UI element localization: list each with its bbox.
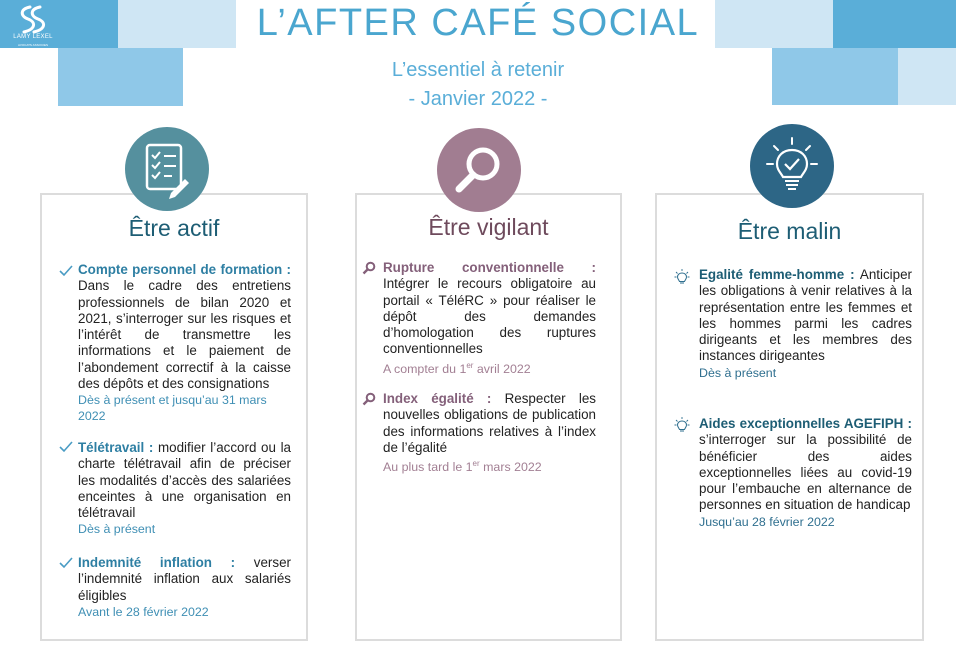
item-date: Avant le 28 février 2022	[78, 604, 209, 619]
subtitle-date: - Janvier 2022 -	[408, 88, 548, 110]
lightbulb-bullet-icon	[674, 268, 690, 286]
list-item	[699, 267, 912, 381]
list-item	[383, 260, 596, 377]
item-title: Egalité femme-homme :	[699, 267, 855, 282]
header-deco-block	[898, 48, 956, 105]
item-date: A compter du 1er avril 2022	[383, 360, 531, 376]
item-date: Au plus tard le 1er mars 2022	[383, 459, 542, 475]
magnifier-bullet-icon	[362, 261, 376, 275]
list-item	[78, 440, 291, 537]
item-title: Aides exceptionnelles AGEFIPH :	[699, 416, 912, 431]
logo-name: LAMY LEXEL	[13, 34, 53, 40]
header-deco-block	[833, 0, 956, 48]
header-deco-block	[58, 48, 183, 106]
header-deco-block	[715, 0, 833, 48]
item-title: Rupture conventionnelle :	[383, 260, 596, 275]
checkmark-icon	[58, 265, 74, 277]
item-date: Dès à présent	[699, 365, 777, 380]
item-text: Anticiper les obligations à venir relatives à la représentation entre les femmes et les hommes parmi les cadres dirigeants et les membres des instances dirigeantes	[699, 267, 912, 364]
magnifier-icon	[437, 128, 521, 212]
item-text: Dans le cadre des entretiens professionnels de bilan 2020 et 2021, s’interroger sur les risques et l’intérêt de transmettre les informations et le paiement de l’abondement correctif à la caisse des dépôts et des consignations	[78, 278, 291, 392]
lightbulb-icon	[750, 124, 834, 208]
logo	[6, 4, 60, 48]
item-title: Compte personnel de formation :	[78, 262, 291, 277]
item-title: Télétravail :	[78, 440, 154, 455]
item-text: modifier l’accord ou la charte télétravail afin de préciser les modalités d’accès des salariées enceintes à une organisation en télétravail	[78, 440, 291, 521]
item-title: Indemnité inflation :	[78, 555, 236, 570]
page-title: L’AFTER CAFÉ SOCIAL	[256, 2, 700, 44]
logo-tagline: AVOCATS ASSOCIES	[18, 43, 48, 47]
page-subtitle	[240, 56, 716, 114]
column-heading: Être vigilant	[428, 214, 549, 240]
magnifier-bullet-icon	[362, 392, 376, 406]
list-item	[78, 555, 291, 620]
item-text: Intégrer le recours obligatoire au portail « TéléRC » pour réaliser le dépôt des demandes d’homologation des ruptures conventionnelles	[383, 276, 596, 357]
item-text: Respecter les nouvelles obligations de publication des informations relatives à l’index de l’égalité	[383, 391, 597, 455]
logo-monogram-icon	[6, 4, 60, 34]
item-date: Dès à présent et jusqu’au 31 mars 2022	[78, 393, 267, 424]
list-item	[383, 391, 596, 475]
column-heading: Être malin	[737, 218, 842, 244]
lightbulb-bullet-icon	[674, 416, 690, 434]
list-item	[78, 262, 291, 424]
item-title: Index égalité :	[383, 391, 492, 406]
item-text: verser l’indemnité inflation aux salariés éligibles	[78, 555, 291, 603]
checkmark-icon	[58, 441, 74, 453]
item-date: Dès à présent	[78, 522, 156, 537]
list-item	[699, 416, 912, 530]
header-deco-block	[118, 0, 236, 48]
checkmark-icon	[58, 557, 74, 569]
item-text: s’interroger sur la possibilité de bénéficier des aides exceptionnelles liées au covid-19 pour l’embauche en alternance de personnes en situation de handicap	[699, 432, 912, 513]
checklist-icon	[125, 127, 209, 211]
column-heading: Être actif	[128, 215, 220, 241]
item-date: Jusqu’au 28 février 2022	[699, 514, 835, 529]
subtitle-line: L’essentiel à retenir	[391, 59, 565, 81]
header-deco-block	[772, 48, 898, 105]
